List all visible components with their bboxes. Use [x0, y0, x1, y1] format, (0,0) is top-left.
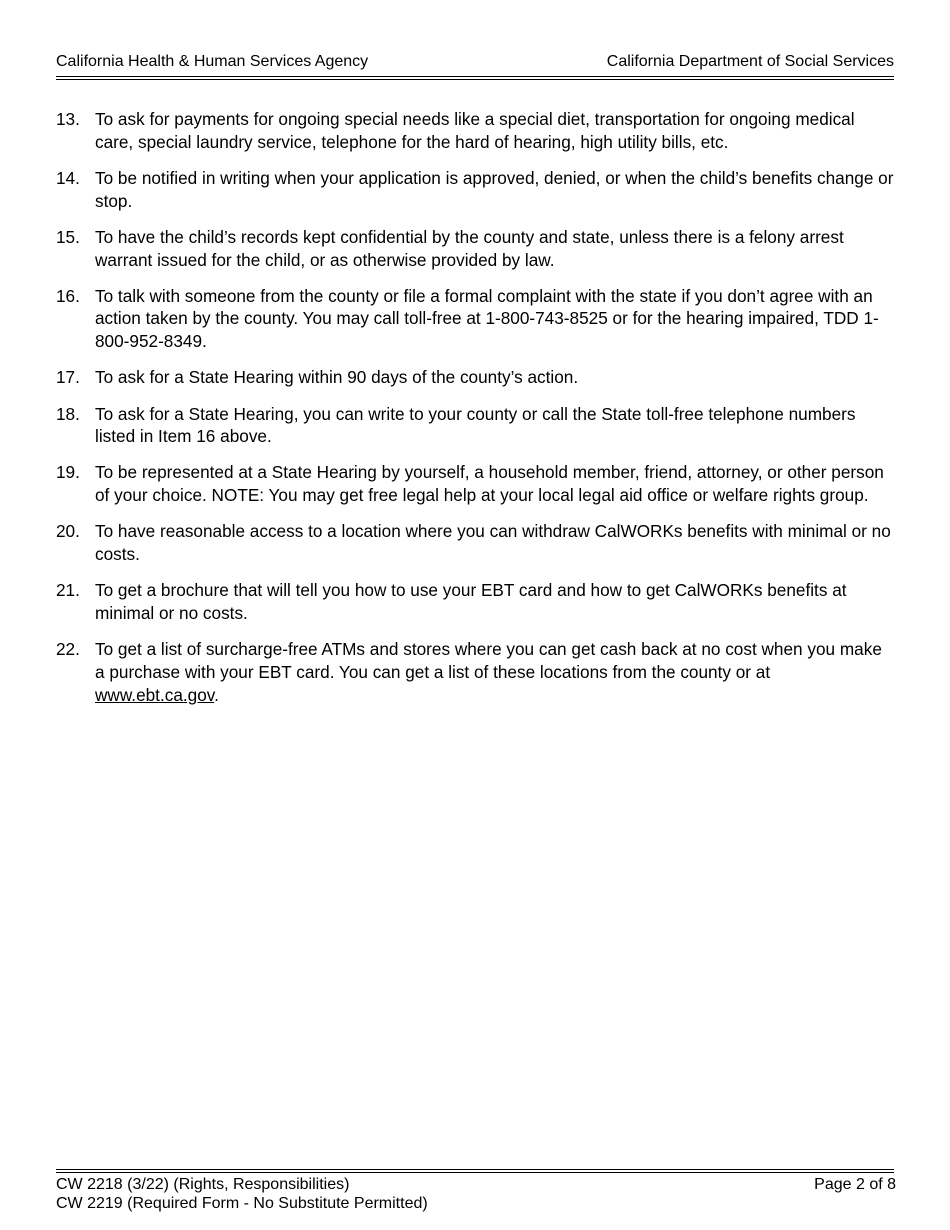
footer-rule-double — [56, 1172, 894, 1173]
item-text-body: To get a list of surcharge-free ATMs and stores where you can get cash back at no cost when you make a purchase with your EBT card. You can get a list of these locations from the county or at — [95, 639, 882, 682]
list-item — [56, 520, 896, 565]
item-text: To be represented at a State Hearing by yourself, a household member, friend, attorney, or other person of your choice. NOTE: You may get free legal help at your local legal aid office or welfare rights group. — [95, 462, 884, 506]
header-rule-double — [56, 79, 894, 80]
page-footer — [56, 1175, 896, 1213]
item-number: 18. — [56, 403, 80, 424]
item-number: 19. — [56, 462, 80, 483]
item-number: 14. — [56, 167, 80, 188]
page-number: Page 2 of 8 — [814, 1176, 896, 1193]
item-number: 16. — [56, 285, 80, 306]
item-text: To ask for a State Hearing, you can write to your county or call the State toll-free telephone numbers listed in Item 16 above. — [95, 403, 856, 447]
item-number: 22. — [56, 639, 80, 660]
item-text: To ask for a State Hearing within 90 days of the county’s action. — [95, 367, 579, 388]
required-form-note: CW 2219 (Required Form - No Substitute Permitted) — [56, 1195, 428, 1212]
item-text: To talk with someone from the county or file a formal complaint with the state if you don’t agree with an action taken by the county. You may call toll-free at 1-800-743-8525 or for the hearing impaired, TDD 1-800-952-8349. — [95, 285, 879, 352]
agency-name: California Health & Human Services Agency — [56, 53, 369, 70]
item-text: To have reasonable access to a location where you can withdraw CalWORKs benefits with minimal or no costs. — [95, 521, 891, 565]
item-text: To get a brochure that will tell you how to use your EBT card and how to get CalWORKs benefits at minimal or no costs. — [95, 580, 847, 623]
department-name: California Department of Social Services — [606, 53, 894, 70]
list-item — [56, 461, 896, 506]
form-number: CW 2218 (3/22) (Rights, Responsibilities) — [56, 1176, 350, 1193]
list-item — [56, 285, 896, 353]
header-rule — [56, 76, 894, 77]
list-item — [56, 579, 896, 624]
list-item — [56, 366, 896, 389]
item-number: 15. — [56, 226, 80, 247]
list-item — [56, 167, 896, 212]
item-number: 20. — [56, 521, 80, 542]
item-text-end: . — [214, 684, 219, 705]
item-text — [95, 638, 896, 706]
footer-rule — [56, 1169, 894, 1170]
list-item — [56, 108, 896, 153]
item-number: 13. — [56, 109, 80, 129]
list-item — [56, 638, 896, 706]
item-text: To have the child’s records kept confidential by the county and state, unless there is a felony arrest warrant issued for the child, or as otherwise provided by law. — [95, 226, 844, 270]
rights-list — [56, 108, 896, 720]
page-header — [56, 52, 894, 72]
item-number: 17. — [56, 367, 80, 388]
item-number: 21. — [56, 580, 80, 601]
ebt-website-link[interactable]: www.ebt.ca.gov — [95, 684, 215, 705]
item-text: To be notified in writing when your application is approved, denied, or when the child’s benefits change or stop. — [95, 167, 894, 211]
item-text: To ask for payments for ongoing special needs like a special diet, transportation for ongoing medical care, special laundry service, telephone for the hard of hearing, high utility bills, etc. — [95, 109, 855, 152]
list-item — [56, 226, 896, 271]
list-item — [56, 403, 896, 448]
